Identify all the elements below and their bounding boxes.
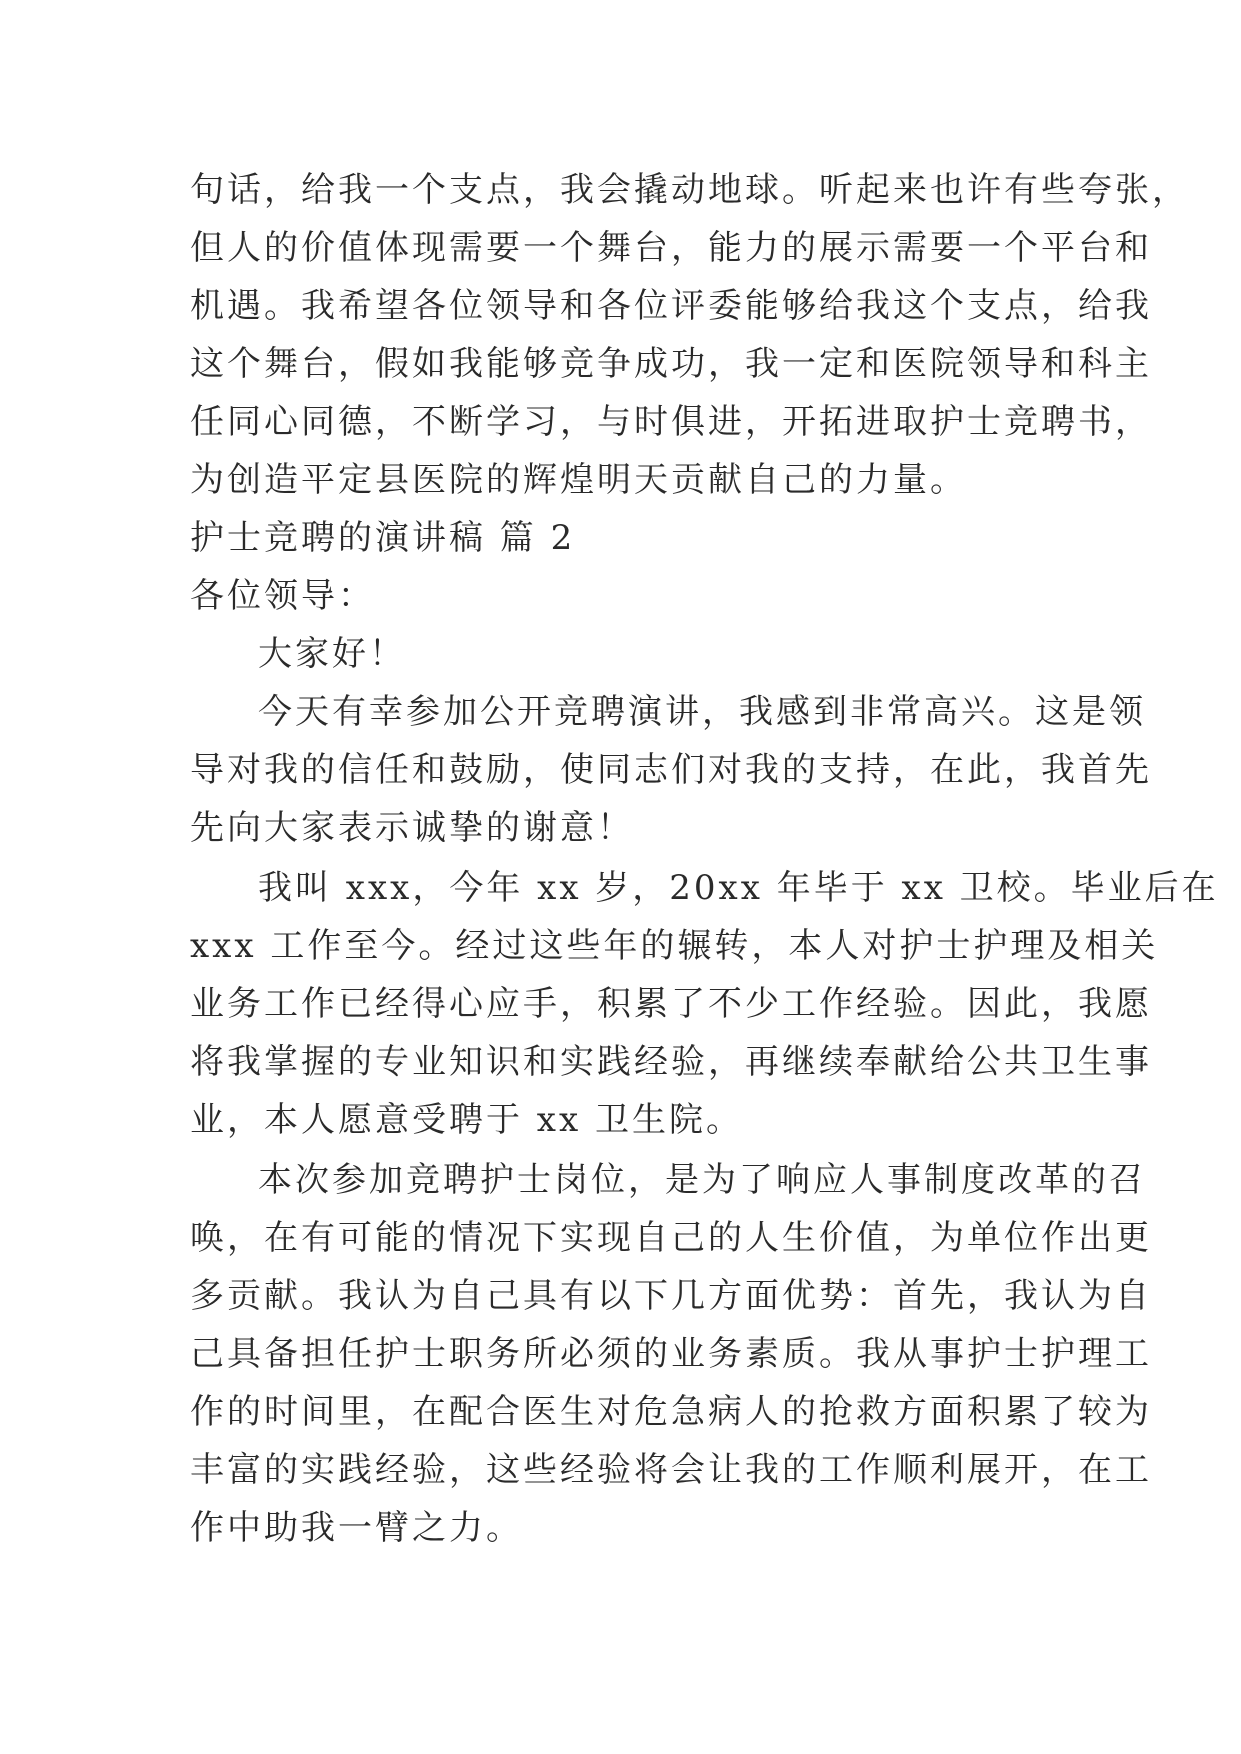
paragraph-3-line: 作中助我一臂之力。: [190, 1508, 523, 1548]
text-line: 句话，给我一个支点，我会撬动地球。听起来也许有些夸张，: [190, 170, 1189, 210]
text-line: 任同心同德，不断学习，与时俱进，开拓进取护士竞聘书，: [190, 402, 1152, 442]
greeting: 大家好！: [258, 634, 406, 674]
paragraph-3-line: 唤，在有可能的情况下实现自己的人生价值，为单位作出更: [190, 1218, 1152, 1258]
paragraph-1-line: 今天有幸参加公开竞聘演讲，我感到非常高兴。这是领: [258, 692, 1146, 732]
text-line: 机遇。我希望各位领导和各位评委能够给我这个支点，给我: [190, 286, 1152, 326]
text-line: 但人的价值体现需要一个舞台，能力的展示需要一个平台和: [190, 228, 1152, 268]
paragraph-3-line: 本次参加竞聘护士岗位，是为了响应人事制度改革的召: [258, 1160, 1146, 1200]
paragraph-1-line: 导对我的信任和鼓励，使同志们对我的支持，在此，我首先: [190, 750, 1152, 790]
paragraph-3-line: 多贡献。我认为自己具有以下几方面优势：首先，我认为自: [190, 1276, 1152, 1316]
paragraph-2-line: xxx 工作至今。经过这些年的辗转，本人对护士护理及相关: [190, 926, 1159, 966]
paragraph-3-line: 己具备担任护士职务所必须的业务素质。我从事护士护理工: [190, 1334, 1152, 1374]
paragraph-3-line: 丰富的实践经验，这些经验将会让我的工作顺利展开，在工: [190, 1450, 1152, 1490]
paragraph-3-line: 作的时间里，在配合医生对危急病人的抢救方面积累了较为: [190, 1392, 1152, 1432]
text-line: 为创造平定县医院的辉煌明天贡献自己的力量。: [190, 460, 967, 500]
paragraph-2-line: 将我掌握的专业知识和实践经验，再继续奉献给公共卫生事: [190, 1042, 1152, 1082]
paragraph-2-line: 我叫 xxx，今年 xx 岁，20xx 年毕于 xx 卫校。毕业后在: [258, 868, 1219, 908]
paragraph-2-line: 业务工作已经得心应手，积累了不少工作经验。因此，我愿: [190, 984, 1152, 1024]
paragraph-1-line: 先向大家表示诚挚的谢意！: [190, 808, 634, 848]
salutation: 各位领导：: [190, 576, 375, 616]
section-title: 护士竞聘的演讲稿 篇 2: [190, 518, 576, 558]
text-line: 这个舞台，假如我能够竞争成功，我一定和医院领导和科主: [190, 344, 1152, 384]
paragraph-2-line: 业，本人愿意受聘于 xx 卫生院。: [190, 1100, 743, 1140]
